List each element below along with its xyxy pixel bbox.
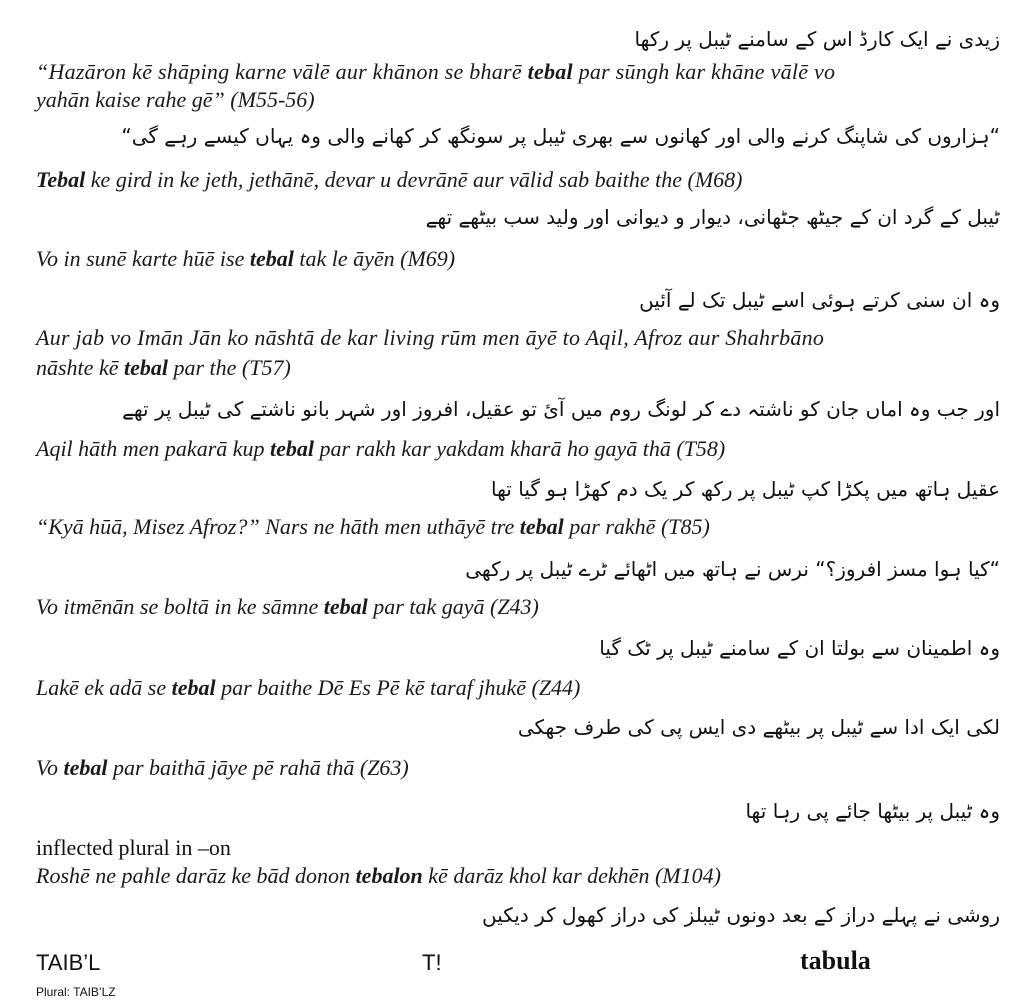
headword: TAIB’L — [36, 950, 101, 975]
transliteration-line: Roshē ne pahle darāz ke bād donon tebalon kē darāz khol kar dekhēn (M104) — [36, 863, 721, 888]
transliteration-line: Vo itmēnān se boltā in ke sāmne tebal par tak gayā (Z43) — [36, 594, 539, 619]
transliteration-line: Aqil hāth men pakarā kup tebal par rakh kar yakdam kharā ho gayā thā (T58) — [36, 436, 726, 461]
mark-label: T! — [422, 950, 442, 975]
keyword: tebal — [270, 436, 315, 461]
transliteration-line: Vo in sunē karte hūē ise tebal tak le āyēn (M69) — [36, 246, 456, 271]
keyword: tebal — [171, 675, 216, 700]
urdu-line: وہ ان سنی کرتے ہوئی اسے ٹیبل تک لے آئیں — [639, 288, 1000, 312]
keyword: tebal — [123, 355, 168, 380]
transliteration-line: “Kyā hūā, Misez Afroz?” Nars ne hāth men uthāyē tre tebal par rakhē (T85) — [36, 514, 710, 539]
transliteration-line: Tebal ke gird in ke jeth, jethānē, devar u devrānē aur vālid sab baithe the (M68) — [36, 167, 743, 192]
urdu-line: لکی ایک ادا سے ٹیبل پر بیٹھے دی ایس پی کی طرف جھکی — [517, 715, 1000, 739]
keyword: tebal — [249, 246, 294, 271]
section-heading: inflected plural in –on — [36, 835, 231, 860]
urdu-line: “کیا ہوا مسز افروز؟“ نرس نے ہاتھ میں اٹھائے ٹرے ٹیبل پر رکھی — [465, 557, 1000, 581]
urdu-line: عقیل ہاتھ میں پکڑا کپ ٹیبل پر رکھ کر یک دم کھڑا ہو گیا تھا — [490, 477, 1000, 501]
transliteration-line: Aur jab vo Imān Jān ko nāshtā de kar living rūm men āyē to Aqil, Afroz aur Shahrbāno — [36, 325, 825, 350]
urdu-line: “ہزاروں کی شاپنگ کرنے والی اور کھانوں سے بھری ٹیبل پر سونگھ کر کھانے والی وہ یہاں کیسے رہے گی“ — [121, 124, 1000, 148]
urdu-line: وہ اطمینان سے بولتا ان کے سامنے ٹیبل پر ٹک گیا — [599, 636, 1000, 660]
keyword: tebal — [323, 594, 368, 619]
urdu-line: وہ ٹیبل پر بیٹھا جائے پی رہا تھا — [745, 799, 1000, 823]
transliteration-line: Vo tebal par baithā jāye pē rahā thā (Z63) — [36, 755, 409, 780]
keyword: tebal — [519, 514, 564, 539]
etymology: tabula — [800, 946, 871, 975]
keyword: tebalon — [355, 863, 423, 888]
transliteration-line: “Hazāron kē shāping karne vālē aur khānon se bharē tebal par sūngh kar khāne vālē vo — [36, 59, 836, 84]
urdu-line: روشی نے پہلے دراز کے بعد دونوں ٹیبلز کی دراز کھول کر دیکیں — [481, 903, 1000, 927]
transliteration-line: yahān kaise rahe gē” (M55-56) — [36, 87, 315, 112]
plural-form: Plural: TAIB’LZ — [36, 985, 116, 999]
transliteration-line: nāshte kē tebal par the (T57) — [36, 355, 291, 380]
keyword: tebal — [527, 59, 573, 84]
urdu-line: اور جب وہ اماں جان کو ناشتہ دے کر لونگ روم میں آئ تو عقیل، افروز اور شہر بانو ناشتے کی ٹیبل پر تھے — [122, 397, 1000, 421]
urdu-line: زیدی نے ایک کارڈ اس کے سامنے ٹیبل پر رکھا — [634, 27, 1000, 51]
transliteration-line: Lakē ek adā se tebal par baithe Dē Es Pē kē taraf jhukē (Z44) — [36, 675, 581, 700]
keyword: Tebal — [36, 167, 86, 192]
urdu-line: ٹیبل کے گرد ان کے جیٹھ جٹھانی، دیوار و دیوانی اور ولید سب بیٹھے تھے — [425, 205, 1000, 229]
keyword: tebal — [63, 755, 108, 780]
